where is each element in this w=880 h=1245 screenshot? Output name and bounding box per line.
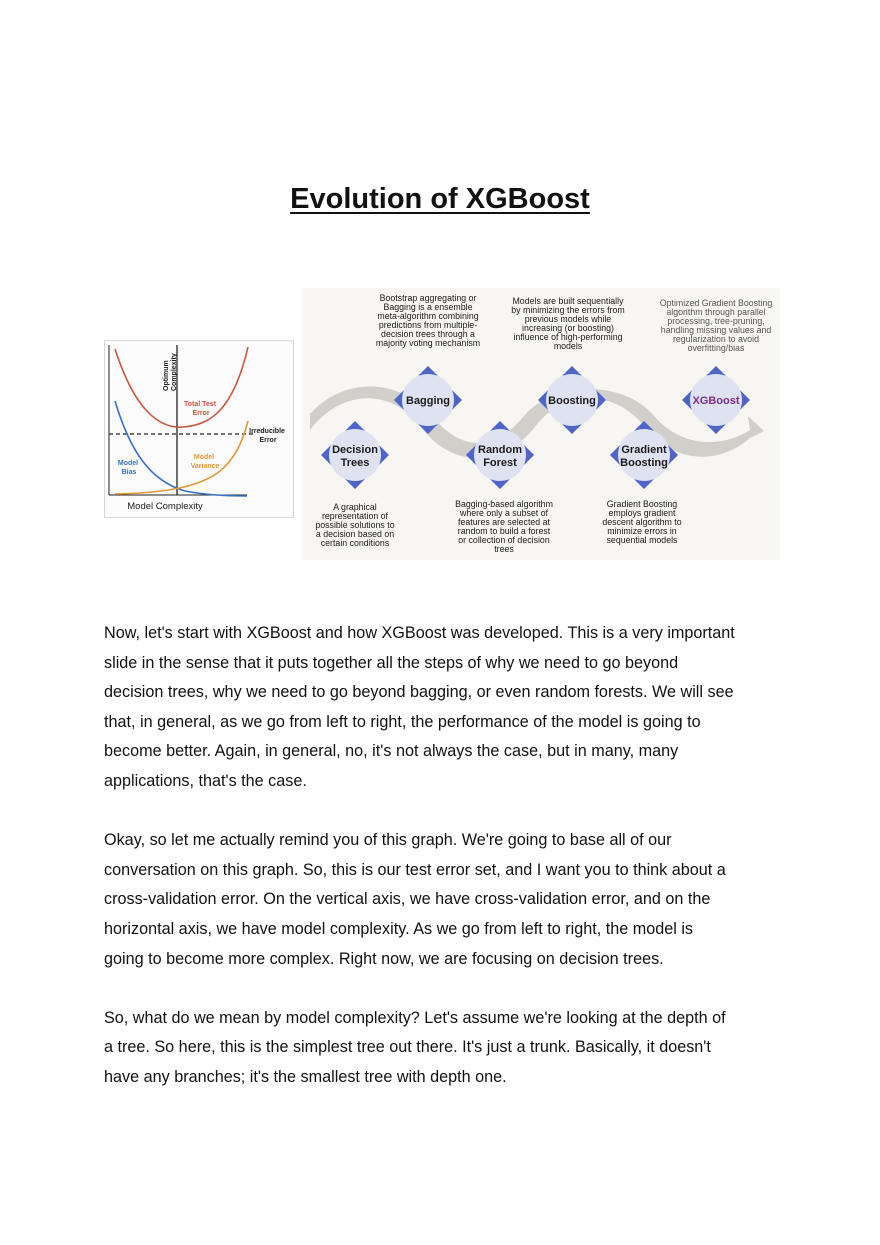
stage-3 xyxy=(455,421,553,554)
stage-name: Bagging xyxy=(406,395,450,407)
x-axis-label: Model Complexity xyxy=(127,501,203,512)
bias-curve xyxy=(115,401,247,496)
stage-description: A graphical representation of possible solutions to a decision based on certain conditions xyxy=(315,502,395,548)
bias-variance-chart xyxy=(104,340,294,518)
variance-curve xyxy=(115,421,248,494)
stage-name: XGBoost xyxy=(692,395,740,407)
stage-description: Optimized Gradient Boosting algorithm through parallel processing, tree-pruning, handling missing values and regularization to avoid overfitting/bias xyxy=(659,298,773,353)
paragraph-1: Now, let's start with XGBoost and how XGBoost was developed. This is a very important slide in the sense that it puts together all the steps of why we need to go beyond decision trees, why we need to go beyond bagging, or even random forests. We will see that, in general, as we go from left to right, the performance of the model is going to become better. Again, in general, no, it's not always the case, but in many, many applications, that's the case. xyxy=(104,624,735,790)
stage-description: Bootstrap aggregating or Bagging is a ensemble meta-algorithm combining predictions from multiple-decision trees through a majority voting mechanism xyxy=(375,293,481,348)
paragraph-3: So, what do we mean by model complexity? Let's assume we're looking at the depth of a tree. So here, this is the simplest tree out there. It's just a trunk. Basically, it doesn't have any branches; it's the smallest tree with depth one. xyxy=(104,1008,726,1086)
stage-description: Bagging-based algorithm where only a subset of features are selected at random to build a forest or collection of decision trees xyxy=(455,499,553,554)
stage-1 xyxy=(315,421,394,548)
total-error-label: Total Test Error xyxy=(184,401,217,417)
optimum-label: Optimum Complexity xyxy=(163,353,178,391)
stage-description: Gradient Boosting employs gradient descent algorithm to minimize errors in sequential models xyxy=(602,499,682,545)
stage-name: Decision Trees xyxy=(332,444,378,469)
stage-name: Gradient Boosting xyxy=(620,444,668,469)
stage-name: Random Forest xyxy=(478,444,522,469)
paragraph-2: Okay, so let me actually remind you of this graph. We're going to base all of our conversation on this graph. So, this is our test error set, and I want you to think about a cross-validation error. On the vertical axis, we have cross-validation error, and on the horizontal axis, we have model complexity. As we go from left to right, the model is going to become more complex. Right now, we are focusing on decision trees. xyxy=(104,831,726,968)
stage-6 xyxy=(660,298,773,434)
total-error-curve xyxy=(115,347,248,427)
variance-label: Model Variance xyxy=(190,454,220,470)
evolution-stages xyxy=(315,293,772,554)
irreducible-error-label: Irreducible Error xyxy=(249,428,285,444)
body-text xyxy=(104,619,784,1122)
page-title: Evolution of XGBoost xyxy=(290,183,590,215)
bias-label: Model Bias xyxy=(117,460,139,476)
stage-2 xyxy=(376,293,480,434)
stage-name: Boosting xyxy=(548,395,596,407)
stage-description: Models are built sequentially by minimizing the errors from previous models while increasing (or boosting) influence of high-performing models xyxy=(511,296,625,351)
evolution-diagram xyxy=(302,288,780,560)
